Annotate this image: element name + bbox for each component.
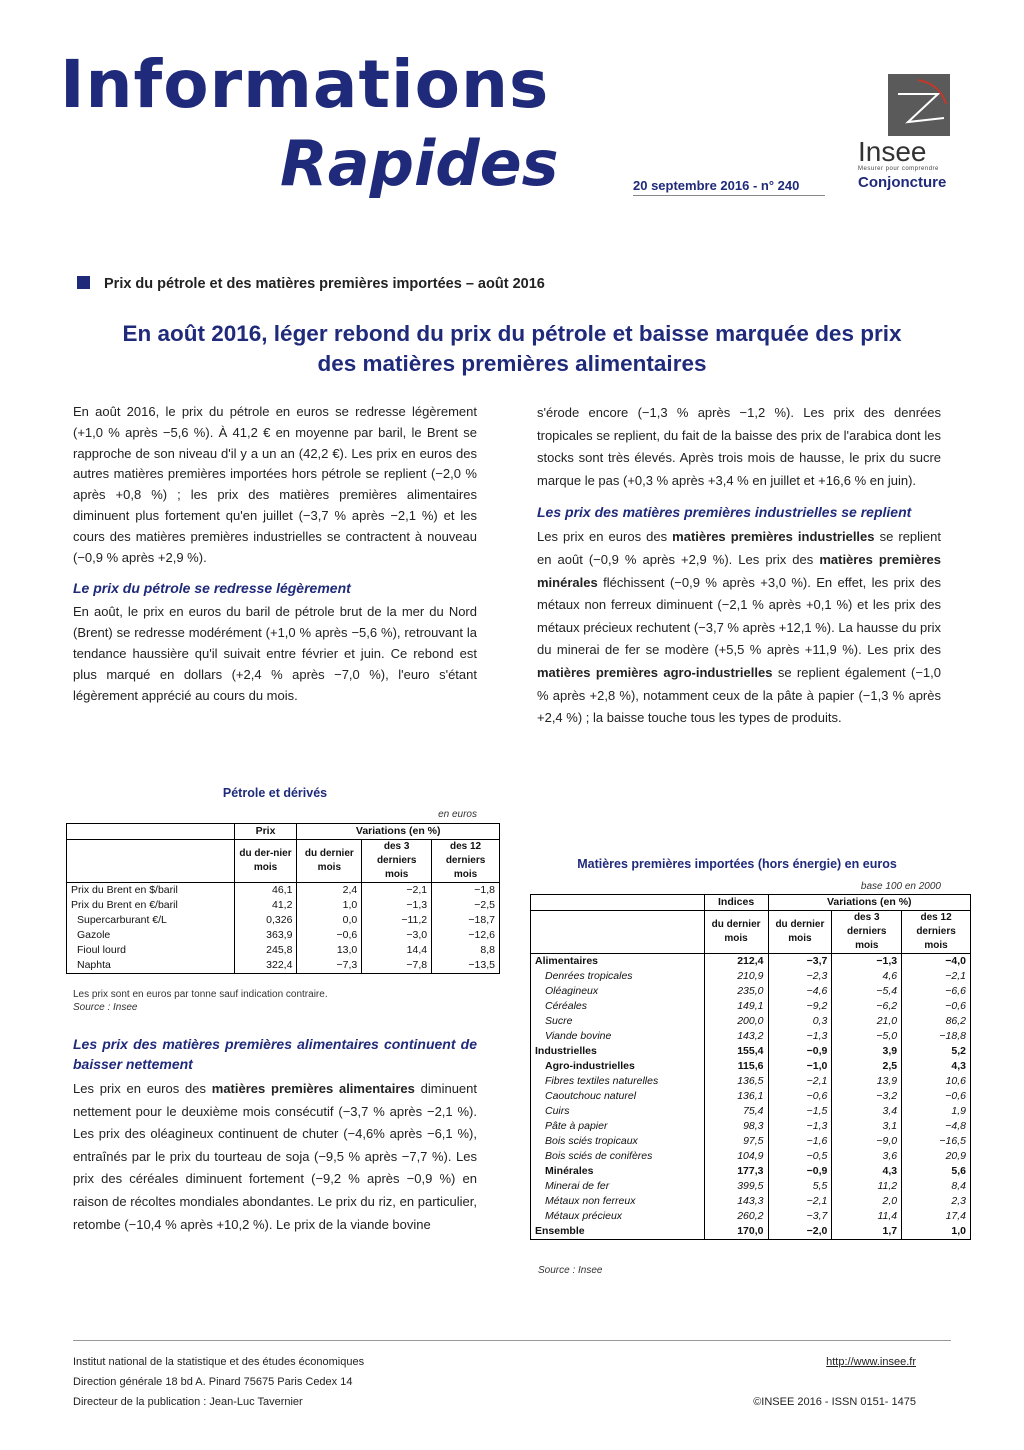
table-row	[531, 1209, 971, 1224]
row-value: 5,2	[902, 1044, 971, 1059]
row-value: −1,3	[768, 1029, 832, 1044]
footer-director: Directeur de la publication : Jean-Luc Tavernier	[73, 1396, 303, 1408]
masthead-subtitle: Rapides	[280, 127, 559, 200]
table-row	[531, 1089, 971, 1104]
row-label: Oléagineux	[545, 985, 599, 997]
insee-emblem-icon	[888, 74, 950, 136]
row-value: −3,2	[832, 1089, 902, 1104]
row-value: 0,3	[768, 1014, 832, 1029]
t2-header-indices: Indices	[704, 895, 768, 911]
row-value: 210,9	[704, 969, 768, 984]
row-value: 86,2	[902, 1014, 971, 1029]
row-value: −7,3	[297, 958, 362, 974]
row-value: −6,6	[902, 984, 971, 999]
row-value: 13,9	[832, 1074, 902, 1089]
row-value: 143,3	[704, 1194, 768, 1209]
table-row	[531, 1074, 971, 1089]
alimentaires-paragraph	[73, 1078, 477, 1236]
footer-divider	[73, 1340, 951, 1341]
table-row	[531, 1224, 971, 1240]
row-value: 11,2	[832, 1179, 902, 1194]
row-value: 5,5	[768, 1179, 832, 1194]
t1-col4: des 12 derniers mois	[432, 840, 500, 883]
footer-institute: Institut national de la statistique et des études économiques	[73, 1356, 365, 1368]
row-value: 155,4	[704, 1044, 768, 1059]
row-value: −1,3	[768, 1119, 832, 1134]
row-value: −2,5	[432, 898, 500, 913]
table-row	[67, 898, 500, 913]
ind-text-7: se replient également (−1,0 % après +2,8 %), notamment ceux de la pâte à papier (−1,3 % après +2,4 %) ; la baisse touche tous les types de produits.	[537, 664, 941, 726]
row-value: 399,5	[704, 1179, 768, 1194]
table1-unit: en euros	[438, 809, 477, 820]
row-value: −2,1	[362, 883, 432, 899]
right-column	[537, 402, 941, 730]
row-value: −4,6	[768, 984, 832, 999]
row-label: Céréales	[545, 1000, 588, 1012]
row-value: −1,3	[362, 898, 432, 913]
t1-header-variations: Variations (en %)	[297, 824, 500, 840]
row-value: 170,0	[704, 1224, 768, 1240]
row-value: 2,5	[832, 1059, 902, 1074]
row-label: Sucre	[545, 1015, 573, 1027]
table-row	[531, 1194, 971, 1209]
category-text: Prix du pétrole et des matières premières importées – août 2016	[104, 276, 545, 292]
row-label: Denrées tropicales	[545, 970, 633, 982]
row-value: −0,6	[902, 1089, 971, 1104]
row-value: 14,4	[362, 943, 432, 958]
row-value: −3,7	[768, 1209, 832, 1224]
row-value: 75,4	[704, 1104, 768, 1119]
row-label: Alimentaires	[535, 955, 599, 967]
row-label: Bois sciés tropicaux	[545, 1135, 638, 1147]
t1-header-prix: Prix	[234, 824, 297, 840]
section-heading-alimentaires: Les prix des matières premières alimentaires continuent de baisser nettement	[73, 1036, 477, 1072]
row-value: −1,3	[832, 954, 902, 970]
row-value: −2,3	[768, 969, 832, 984]
row-value: 21,0	[832, 1014, 902, 1029]
table-row	[531, 969, 971, 984]
row-value: −4,0	[902, 954, 971, 970]
matieres-table	[530, 894, 971, 1240]
row-value: 4,3	[902, 1059, 971, 1074]
row-value: 136,1	[704, 1089, 768, 1104]
row-value: −1,8	[432, 883, 500, 899]
row-value: 4,3	[832, 1164, 902, 1179]
row-value: 11,4	[832, 1209, 902, 1224]
table2-source: Source : Insee	[538, 1265, 603, 1276]
row-value: −1,0	[768, 1059, 832, 1074]
table-row	[67, 943, 500, 958]
t2-col4: des 12 derniers mois	[902, 911, 971, 954]
row-value: −1,6	[768, 1134, 832, 1149]
row-value: 1,7	[832, 1224, 902, 1240]
row-label: Gazole	[77, 929, 111, 941]
row-value: −9,0	[832, 1134, 902, 1149]
row-value: 363,9	[234, 928, 297, 943]
footer-address: Direction générale 18 bd A. Pinard 75675 Paris Cedex 14	[73, 1376, 353, 1388]
row-value: 5,6	[902, 1164, 971, 1179]
row-value: 4,6	[832, 969, 902, 984]
row-value: 8,8	[432, 943, 500, 958]
table-row	[531, 954, 971, 970]
t2-col1: du dernier mois	[704, 911, 768, 954]
ind-text-2: matières premières industrielles	[672, 529, 875, 545]
insee-logo	[858, 74, 956, 191]
alim-text-bold: matières premières alimentaires	[211, 1081, 415, 1096]
row-value: 3,6	[832, 1149, 902, 1164]
table-row	[531, 1134, 971, 1149]
row-label: Caoutchouc naturel	[545, 1090, 637, 1102]
section-heading-industrielles: Les prix des matières premières industrielles se replient	[537, 504, 912, 521]
ind-text-6: matières premières agro-industrielles	[537, 664, 773, 680]
row-value: 20,9	[902, 1149, 971, 1164]
row-value: −2,1	[768, 1194, 832, 1209]
table-row	[531, 1104, 971, 1119]
left-column	[73, 402, 477, 706]
row-label: Industrielles	[535, 1045, 597, 1057]
industrielles-paragraph	[537, 526, 941, 729]
alim-text-c: diminuent nettement pour le deuxième mois consécutif (−3,7 % après −2,1 %). Les prix des oléagineux continuent de chuter (−4,6% après −6,1 %), entraînés par le prix du tourteau de soja (−9,5 % après −7,7 %). Les prix des céréales diminuent fortement (−9,2 % après −0,9 %) en raison de récoltes mondiales abondantes. Le prix du riz, en particulier, retombe (−10,4 % après +10,2 %). Le prix de la viande bovine	[73, 1081, 477, 1232]
row-value: 200,0	[704, 1014, 768, 1029]
row-value: 17,4	[902, 1209, 971, 1224]
row-value: 1,9	[902, 1104, 971, 1119]
row-value: 260,2	[704, 1209, 768, 1224]
headline-line-1: En août 2016, léger rebond du prix du pétrole et baisse marquée des prix	[122, 321, 902, 346]
row-value: −7,8	[362, 958, 432, 974]
section-heading-petrole: Le prix du pétrole se redresse légèrement	[73, 580, 351, 597]
row-label: Prix du Brent en $/baril	[71, 884, 178, 896]
table1	[66, 823, 500, 974]
row-value: −0,6	[902, 999, 971, 1014]
table-row	[531, 984, 971, 999]
t1-col1: du der-nier mois	[234, 840, 297, 883]
row-value: −2,1	[902, 969, 971, 984]
masthead-title: Informations	[60, 46, 550, 123]
square-bullet-icon	[77, 276, 90, 289]
row-value: −0,9	[768, 1164, 832, 1179]
row-value: 98,3	[704, 1119, 768, 1134]
table-row	[531, 1014, 971, 1029]
row-value: 0,326	[234, 913, 297, 928]
table1-title: Pétrole et dérivés	[222, 786, 328, 800]
table-row	[531, 1149, 971, 1164]
table-row	[531, 1059, 971, 1074]
row-value: −3,0	[362, 928, 432, 943]
ind-text-5: fléchissent (−0,9 % après +3,0 %). En effet, les prix des métaux non ferreux diminuent (−2,1 % après +0,1 %) et les prix des métaux précieux rechutent (−3,7 % après +12,1 %). La hausse du prix du minerai de fer se modère (+5,5 % après +11,9 %). Les prix des	[537, 574, 941, 658]
table-row	[531, 1029, 971, 1044]
row-label: Supercarburant €/L	[77, 914, 167, 926]
t1-col2: du dernier mois	[297, 840, 362, 883]
table-row	[67, 928, 500, 943]
insee-tagline: Mesurer pour comprendre	[858, 166, 939, 172]
row-value: −0,5	[768, 1149, 832, 1164]
table1-notes	[73, 988, 493, 1014]
row-value: 235,0	[704, 984, 768, 999]
table-row	[531, 1044, 971, 1059]
row-value: 41,2	[234, 898, 297, 913]
table-row	[67, 883, 500, 899]
row-value: 115,6	[704, 1059, 768, 1074]
footer-website-link[interactable]: http://www.insee.fr	[826, 1356, 916, 1368]
row-value: −3,7	[768, 954, 832, 970]
table2-source-wrap	[538, 1264, 602, 1277]
alim-text-a: Les prix en euros des	[73, 1081, 212, 1096]
row-value: 0,0	[297, 913, 362, 928]
row-value: −0,9	[768, 1044, 832, 1059]
table-row	[531, 1119, 971, 1134]
row-value: 245,8	[234, 943, 297, 958]
ind-text-1: Les prix en euros des	[537, 529, 673, 545]
row-label: Métaux précieux	[545, 1210, 623, 1222]
t1-col3: des 3 derniers mois	[362, 840, 432, 883]
ind-text-4: matières premières minérales	[537, 551, 942, 590]
row-value: −2,1	[768, 1074, 832, 1089]
footer-right	[753, 1352, 916, 1412]
table1-source: Source : Insee	[73, 1002, 138, 1013]
row-label: Fibres textiles naturelles	[545, 1075, 659, 1087]
row-value: −18,7	[432, 913, 500, 928]
row-value: −12,6	[432, 928, 500, 943]
row-label: Minérales	[545, 1165, 594, 1177]
row-value: 143,2	[704, 1029, 768, 1044]
category-line	[77, 276, 545, 292]
footer-left	[73, 1352, 364, 1412]
row-label: Métaux non ferreux	[545, 1195, 636, 1207]
intro-paragraph: En août 2016, le prix du pétrole en euros se redresse légèrement (+1,0 % après −5,6 %). À 41,2 € en moyenne par baril, le Brent se rapproche de son niveau d'il y a un an (42,2 €). Les prix en euros des autres matières premières importées hors pétrole se replient (−2,0 % après +0,8 %) ; les prix des matières premières alimentaires diminuent plus fortement qu'en juillet (−3,7 % après −2,1 %) et les cours des matières premières industrielles se contractent à nouveau (−0,9 % après +2,9 %).	[73, 404, 477, 565]
row-value: 8,4	[902, 1179, 971, 1194]
row-value: 1,0	[902, 1224, 971, 1240]
row-value: 2,3	[902, 1194, 971, 1209]
row-value: −2,0	[768, 1224, 832, 1240]
row-value: −16,5	[902, 1134, 971, 1149]
row-value: 136,5	[704, 1074, 768, 1089]
row-value: −1,5	[768, 1104, 832, 1119]
row-label: Agro-industrielles	[545, 1060, 635, 1072]
headline-line-2: des matières premières alimentaires	[317, 351, 707, 376]
row-value: 322,4	[234, 958, 297, 974]
row-value: −4,8	[902, 1119, 971, 1134]
row-value: −0,6	[768, 1089, 832, 1104]
row-value: 3,9	[832, 1044, 902, 1059]
left-column-lower	[73, 1034, 477, 1236]
table-row	[67, 958, 500, 974]
table2	[530, 894, 971, 1240]
row-value: 1,0	[297, 898, 362, 913]
petrole-paragraph: En août, le prix en euros du baril de pétrole brut de la mer du Nord (Brent) se redresse modérément (+1,0 % après −5,6 %), retrouvant la tendance haussière qu'il suivait entre février et juin. Ce rebond est plus marqué en dollars (+2,4 % après −7,0 %), l'euro s'étant légèrement apprécié au cours du mois.	[73, 604, 477, 703]
row-value: −6,2	[832, 999, 902, 1014]
headline	[60, 319, 964, 379]
footer-copyright: ©INSEE 2016 - ISSN 0151- 1475	[753, 1396, 916, 1408]
t2-header-variations: Variations (en %)	[768, 895, 971, 911]
table-row	[531, 1179, 971, 1194]
row-value: −0,6	[297, 928, 362, 943]
row-value: 2,4	[297, 883, 362, 899]
row-label: Viande bovine	[545, 1030, 612, 1042]
row-label: Fioul lourd	[77, 944, 127, 956]
t2-col3: des 3 derniers mois	[832, 911, 902, 954]
row-label: Prix du Brent en €/baril	[71, 899, 178, 911]
row-label: Naphta	[77, 959, 111, 971]
row-label: Cuirs	[545, 1105, 570, 1117]
table-row	[531, 1164, 971, 1179]
row-value: 3,1	[832, 1119, 902, 1134]
row-label: Minerai de fer	[545, 1180, 610, 1192]
row-value: −5,0	[832, 1029, 902, 1044]
table1-note: Les prix sont en euros par tonne sauf indication contraire.	[73, 989, 328, 1000]
ind-text-3: se replient en août (−0,9 % après +2,9 %). Les prix des	[537, 529, 942, 567]
row-value: −9,2	[768, 999, 832, 1014]
issue-date: 20 septembre 2016 - n° 240	[633, 178, 825, 196]
t2-col2: du dernier mois	[768, 911, 832, 954]
row-value: 212,4	[704, 954, 768, 970]
row-value: −5,4	[832, 984, 902, 999]
row-value: 13,0	[297, 943, 362, 958]
row-value: 104,9	[704, 1149, 768, 1164]
right-intro-paragraph: s'érode encore (−1,3 % après −1,2 %). Les prix des denrées tropicales se replient, du fait de la baisse des prix de l'arabica dont les stocks sont très élevés. Après trois mois de hausse, le prix du sucre marque le pas (+0,3 % après +3,4 % en juillet et +16,6 % en juin).	[537, 405, 941, 488]
insee-name: Insee	[858, 136, 927, 167]
table-row	[531, 999, 971, 1014]
row-value: −13,5	[432, 958, 500, 974]
petrole-table	[66, 823, 500, 974]
row-value: −11,2	[362, 913, 432, 928]
row-value: 10,6	[902, 1074, 971, 1089]
insee-section: Conjoncture	[858, 174, 947, 191]
row-value: 46,1	[234, 883, 297, 899]
table2-base: base 100 en 2000	[860, 881, 941, 892]
row-value: 149,1	[704, 999, 768, 1014]
row-label: Bois sciés de conifères	[545, 1150, 653, 1162]
row-label: Ensemble	[535, 1225, 585, 1237]
row-value: −18,8	[902, 1029, 971, 1044]
row-value: 3,4	[832, 1104, 902, 1119]
row-label: Pâte à papier	[545, 1120, 608, 1132]
row-value: 2,0	[832, 1194, 902, 1209]
table2-title: Matières premières importées (hors énergie) en euros	[577, 857, 897, 871]
row-value: 177,3	[704, 1164, 768, 1179]
table-row	[67, 913, 500, 928]
row-value: 97,5	[704, 1134, 768, 1149]
